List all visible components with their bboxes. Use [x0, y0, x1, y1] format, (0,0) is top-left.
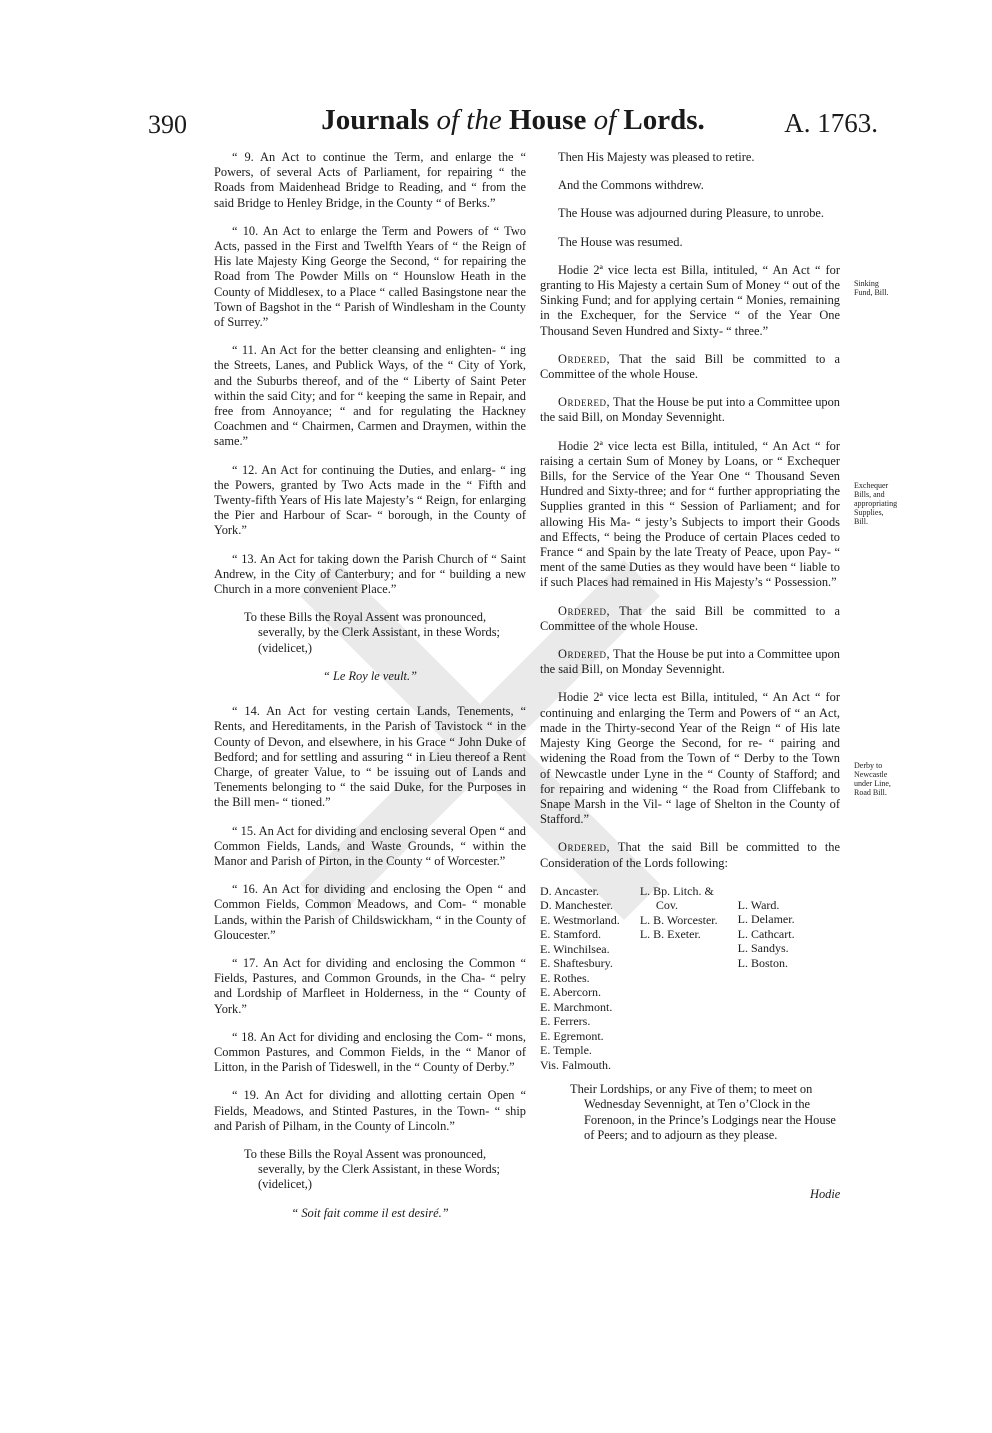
act-12: “ 12. An Act for continuing the Duties, and enlarg- “ ing the Powers, granted by Two Acts made in the “ Fifth and Twenty-fifth Years of His late Majesty’s “ Reign, for enlarging the Pier and Harbour of Scar- “ borough, in the County of York.” — [214, 462, 526, 538]
lord-entry: E. Westmorland. — [540, 912, 620, 927]
lord-entry: Vis. Falmouth. — [540, 1057, 611, 1072]
majesty-retire: Then His Majesty was pleased to retire. — [558, 150, 755, 164]
act-15: “ 15. An Act for dividing and enclosing several Open “ and Common Fields, Lands, and Waste Grounds, “ within the Manor and Parish of Pirton, in the County “ of Worcester.” — [214, 823, 526, 868]
meeting-arrangement: Their Lordships, or any Five of them; to meet on Wednesday Sevennight, at Ten o’Clock in the Forenoon, in the Prince’s Lodgings near the House of Peers; and to adjourn as they please. — [570, 1082, 836, 1142]
lord-entry: E. Temple. — [540, 1043, 592, 1058]
commons-withdrew: And the Commons withdrew. — [558, 178, 704, 193]
lord-entry: E. Marchmont. — [540, 999, 613, 1014]
order-3: Ordered, That the said Bill be committed to the Consideration of the Lords following: — [540, 840, 841, 870]
act-19: “ 19. An Act for dividing and allotting certain Open “ Fields, Meadows, and Stinted Pastures, in the Town- “ ship and Parish of Pilham, in the County of Lincoln.” — [214, 1088, 526, 1133]
lord-entry: L. Bp. Litch. & — [639, 883, 714, 898]
assent-formula-1: “ Le Roy le veult.” — [323, 668, 417, 683]
act-18: “ 18. An Act for dividing and enclosing the Com- “ mons, Common Pastures, and Common Fields, in the “ Manor of Litton, in the Parish of Tideswell, in the “ County of Derby.” — [214, 1029, 526, 1075]
lord-entry: E. Egremont. — [540, 1028, 604, 1043]
lord-entry: E. Rothes. — [540, 970, 590, 985]
lord-entry: L. Ward. — [737, 897, 780, 912]
assent-formula-2: “ Soit fait comme il est desiré.” — [291, 1205, 449, 1220]
margin-note-derby: Derby to Newcastle under Line, Road Bill. — [854, 761, 891, 797]
bill-sinking-fund: Hodie 2ª vice lecta est Billa, intituled, “ An Act “ for granting to His Majesty a certain Sum of Money “ out of the Sinking Fund; and for applying certain “ Monies, remaining in the Exchequer, for the Service “ of the Year One Thousand Seven Hundred and Sixty- “ three.” — [540, 262, 840, 338]
lord-entry: E. Shaftesbury. — [540, 956, 613, 971]
lord-entry: E. Winchilsea. — [540, 941, 610, 956]
lord-entry: L. B. Worcester. — [639, 912, 718, 927]
right-column — [540, 150, 840, 1156]
order-2b: Ordered, That the House be put into a Committee upon the said Bill, on Monday Sevennight. — [540, 647, 841, 677]
act-13: “ 13. An Act for taking down the Parish Church of “ Saint Andrew, in the City of Canterbury; and for “ building a new Church in a more convenient Place.” — [214, 551, 526, 597]
lords-list — [540, 884, 840, 1073]
lord-entry: L. Cathcart. — [737, 926, 795, 941]
lord-entry: L. Delamer. — [737, 912, 795, 927]
order-1b: Ordered, That the House be put into a Committee upon the said Bill, on Monday Sevennight. — [540, 395, 841, 425]
house-adjourned: The House was adjourned during Pleasure, to unrobe. — [558, 206, 824, 221]
order-1a: Ordered, That the said Bill be committed to a Committee of the whole House. — [540, 351, 841, 382]
page-number: 390 — [148, 110, 187, 139]
act-10: “ 10. An Act to enlarge the Term and Powers of “ Two Acts, passed in the First and Twelfth Years of “ the Reign of His late Majesty King George the Second, “ for repairing the Road from The Powder Mills on “ Hounslow Heath in the County of Middlesex, to a Place “ called Basingstone near the Town of Bagshot in the “ Parish of Windlesham in the County of Surrey.” — [214, 223, 526, 330]
page-header — [148, 104, 878, 144]
lords-column-2 — [640, 884, 718, 1073]
lord-entry: Cov. — [655, 898, 679, 913]
lord-entry: L. Boston. — [737, 955, 788, 970]
act-16: “ 16. An Act for dividing and enclosing the Open “ and Common Fields, Common Meadows, and Com- “ monable Lands, within the Parish of Childswickham, “ in the County of Gloucester.” — [214, 882, 526, 942]
act-9: “ 9. An Act to continue the Term, and enlarge the “ Powers, of several Acts of Parliament, for repairing “ the Roads from Maidenhead Bridge to Reading, and “ from the said Bridge to Henley Bridge, in the County “ of Berks.” — [214, 150, 526, 210]
bill-derby-road: Hodie 2ª vice lecta est Billa, intituled, “ An Act “ for continuing and enlarging the Term and Powers of “ an Act, made in the Thirty-second Year of the Reign “ of His late Majesty King George the Second, for re- “ pairing and widening the Road from the Town of “ Derby to the Town of Newcastle under Lyne in the “ County of Stafford; and for repairing and widening “ the Road from Cliffebank to Snape Marsh in the Vil- “ lage of Shelton in the County of Stafford.” — [540, 690, 840, 827]
margin-note-sinking-fund: Sinking Fund, Bill. — [854, 279, 889, 297]
catchword: Hodie — [810, 1187, 841, 1201]
margin-note-exchequer: Exchequer Bills, and appropriating Supplies, Bill. — [854, 481, 898, 526]
order-2a: Ordered, That the said Bill be committed to a Committee of the whole House. — [540, 603, 841, 633]
royal-assent-1: To these Bills the Royal Assent was pronounced, severally, by the Clerk Assistant, in these Words; (videlicet,) — [244, 610, 500, 655]
lord-entry: E. Abercorn. — [540, 985, 601, 1000]
lord-entry: D. Manchester. — [540, 898, 613, 913]
year-heading: A. 1763. — [784, 108, 878, 138]
lord-entry: E. Ferrers. — [540, 1014, 591, 1029]
lords-column-1 — [540, 884, 620, 1073]
house-resumed: The House was resumed. — [558, 234, 683, 249]
act-11: “ 11. An Act for the better cleansing and enlighten- “ ing the Streets, Lanes, and Publick Ways, of the “ City of York, and the Suburbs thereof, and of the “ Liberty of Saint Peter within the said City; and for “ keeping the same in Repair, and free from Annoyance; “ and for regulating the Hackney Coachmen and “ Chairmen, Carmen and Draymen, within the same.” — [214, 343, 526, 449]
lord-entry: L. B. Exeter. — [639, 927, 701, 942]
lord-entry: E. Stamford. — [540, 927, 601, 942]
lords-column-3 — [738, 884, 795, 1073]
act-14: “ 14. An Act for vesting certain Lands, Tenements, “ Rents, and Hereditaments, in the Parish of Tavistock “ in the County of Devon, and elsewhere, in his Grace “ John Duke of Bedford; and for settling and assuring “ in Lieu thereof a Rent Charge, of greater Value, to “ be issuing out of Lands and Tenements belonging to “ the said Duke, for the Purposes in the Bill men- “ tioned.” — [214, 704, 526, 810]
lord-entry: L. Sandys. — [737, 941, 789, 956]
royal-assent-2: To these Bills the Royal Assent was pronounced, severally, by the Clerk Assistant, in these Words; (videlicet,) — [244, 1146, 500, 1192]
act-17: “ 17. An Act for dividing and enclosing the Common “ Fields, Pastures, and Common Grounds, in the Cha- “ pelry and Lordship of Marfleet in Holderness, in the “ County of York.” — [214, 955, 526, 1016]
bill-exchequer: Hodie 2ª vice lecta est Billa, intituled, “ An Act “ for raising a certain Sum of Money by Loans, or “ Exchequer Bills, for the Service of the Year One “ Thousand Seven Hundred and Sixty-three; and for “ further appropriating the Supplies granted in this “ Session of Parliament; and for allowing His Ma- “ jesty’s Subjects to import their Goods and Effects, “ being the Produce of certain Places ceded to France “ and Spain by the late Treaty of Peace, upon Pay- “ ment of the same Duties as they would have been “ liable to if such Places had remained in His Majesty’s “ Possession.” — [540, 438, 840, 590]
left-column — [214, 150, 526, 1235]
lord-entry: D. Ancaster. — [540, 883, 599, 898]
journal-title: Journals of the House of Lords. — [321, 104, 705, 136]
